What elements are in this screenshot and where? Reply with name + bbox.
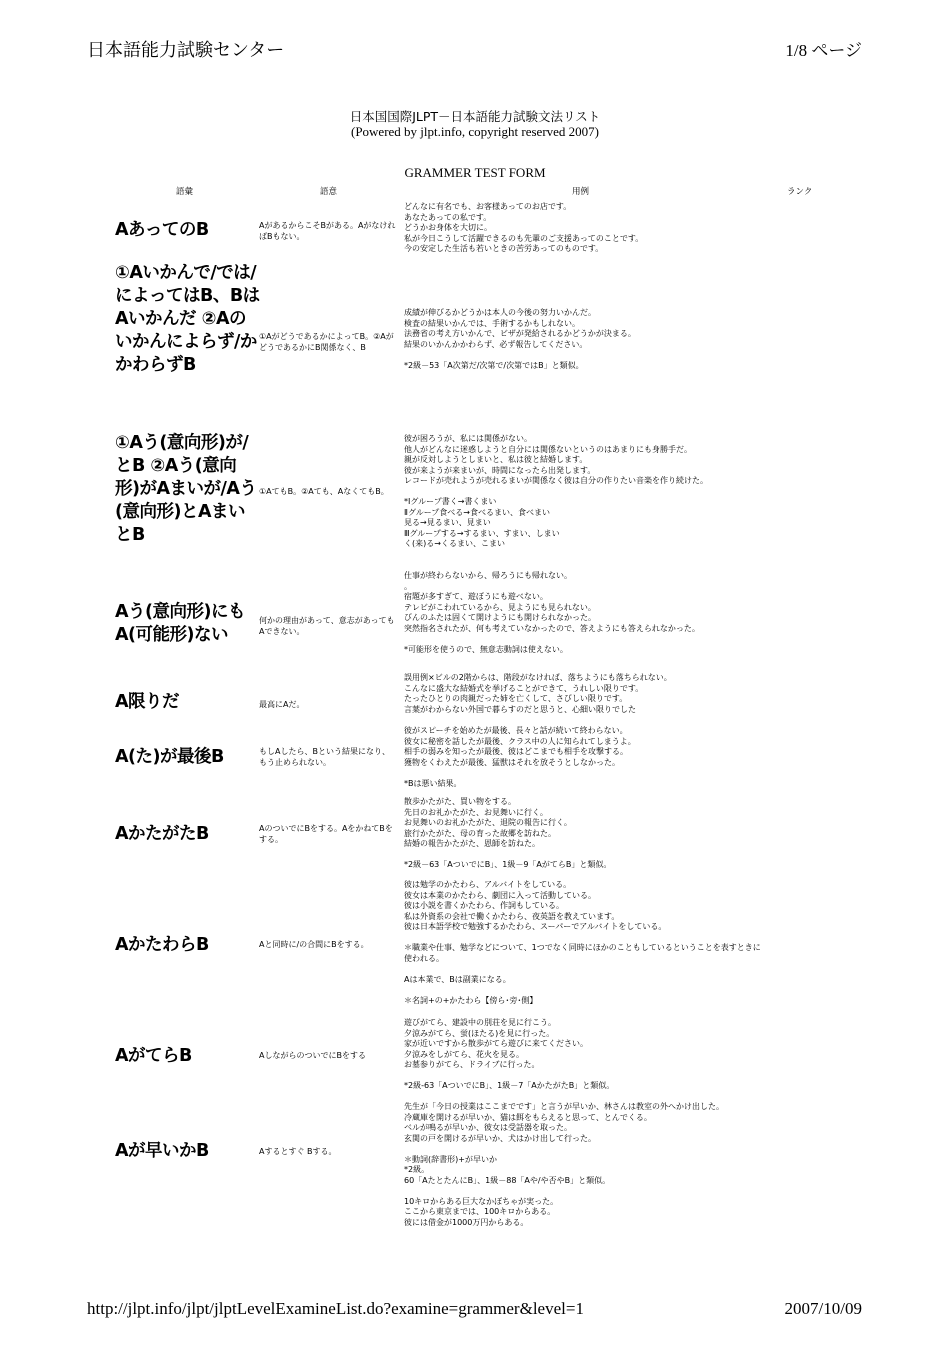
grammar-meaning: 最高にAだ。 (259, 700, 305, 709)
grammar-term: AあってのB (115, 220, 209, 240)
example-line (404, 933, 766, 944)
example-line: 仕事が終わらないから、帰ろうにも帰れない。 (404, 571, 572, 580)
example-line: く(来)る→くるまい、こまい (404, 539, 505, 548)
example-line (404, 350, 766, 361)
example-line: 宿題が多すぎて、遊ぼうにも遊べない。 (404, 592, 548, 601)
grammar-examples (404, 880, 766, 1006)
example-line: 旅行かたがた、母の育った故郷を訪ねた。 (404, 828, 556, 838)
grammar-examples (404, 571, 766, 655)
example-line: ここから東京までは、100キロからある。 (404, 1207, 556, 1216)
column-header-term: 語彙 (176, 187, 194, 197)
grammar-term: ①Aいかんで/では/によってはB、BはAいかんだ ②Aのいかんによらず/かかわらずB (115, 263, 260, 375)
example-line: 玄関の戸を開けるが早いか、犬はかけ出して行った。 (404, 1133, 596, 1143)
grammar-examples (404, 434, 766, 550)
example-line: 彼がスピーチを始めたが最後、長々と話が続いて終わらない。 (404, 726, 628, 735)
example-line: 60「AたとたんにB」、1級－88「Aや/や否やB」と類似。 (404, 1175, 611, 1185)
example-line: 夕涼みをしがてら、花火を見る。 (404, 1049, 524, 1059)
example-line: ベルが鳴るが早いか、彼女は受話器を取った。 (404, 1123, 572, 1132)
example-line: 検査の結果いかんでは、手術するかもしれない。 (404, 318, 580, 328)
example-line: *2級－53「A次第だ/次第で/次第ではB」と類似。 (404, 360, 584, 370)
example-line: Ⅱグループ食べる→食べるまい、食べまい (404, 507, 550, 517)
example-line: 夕涼みがてら、蛍(ほたる)を見に行った。 (404, 1028, 555, 1038)
grammar-examples (404, 1102, 766, 1228)
grammar-examples (404, 797, 766, 871)
grammar-term: AかたがたB (115, 824, 209, 844)
grammar-meaning: もしAしたら、Bという結果になり、もう止められない。 (259, 747, 390, 767)
grammar-meaning: 何かの理由があって、意志があってもAできない。 (259, 616, 395, 636)
grammar-term: Aが早いかB (115, 1141, 209, 1161)
example-line: 相手の弱みを知ったが最後、彼はどこまでも相手を攻撃する。 (404, 747, 628, 756)
example-line: 彼は小説を書くかたわら、作詞もしている。 (404, 901, 564, 910)
page-number: 1/8 ページ (785, 41, 862, 60)
example-line: 彼が困ろうが、私には関係がない。 (404, 434, 532, 443)
example-line: 家が近いですから散歩がてら遊びに来てください。 (404, 1039, 588, 1048)
example-line (404, 768, 766, 779)
grammar-examples (404, 726, 766, 789)
document-title: 日本国国際JLPT－日本語能力試験文法リスト (349, 109, 601, 124)
example-line: 結婚の報告かたがた、恩師を訪ねた。 (404, 839, 540, 848)
example-line: *2級。 (404, 1165, 430, 1174)
example-line: *可能形を使うので、無意志動詞は使えない。 (404, 644, 568, 654)
example-line (404, 1071, 766, 1082)
example-line: あなたあっての私です。 (404, 212, 492, 222)
grammar-meaning: AしながらのついでにBをする (259, 1051, 366, 1060)
example-line: 散歩かたがた、買い物をする。 (404, 797, 516, 806)
example-line: Aは本業で、Bは副業になる。 (404, 974, 511, 984)
example-line: *2級－63「AついでにB」、1級－9「AがてらB」と類似。 (404, 860, 612, 869)
example-line: 他人がどんなに迷惑しようと自分には関係ないというのはあまりにも身勝手だ。 (404, 444, 692, 454)
example-line: 彼には借金が1000万円からある。 (404, 1217, 529, 1227)
example-line: Ⅲグループする→するまい、すまい、しまい (404, 528, 560, 538)
example-line: 彼女は本業のかたわら、劇団に入って活動している。 (404, 890, 596, 900)
example-line: お墓参りがてら、ドライブに行った。 (404, 1060, 540, 1069)
example-line (404, 487, 766, 498)
grammar-meaning: ①AがどうであるかによってB。②AがどうであるかにB関係なく、B (259, 332, 394, 352)
page-url: http://jlpt.info/jlpt/jlptLevelExamineList.do?examine=grammer&level=1 (87, 1299, 584, 1318)
grammar-term: Aう(意向形)にもA(可能形)ない (115, 602, 246, 645)
example-line: 彼女に秘密を話したが最後、クラス中の人に知られてしまうよ。 (404, 736, 636, 746)
grammar-term: AかたわらB (115, 935, 209, 955)
example-line: *2級-63「AついでにB」、1級－7「AかたがたB」と類似。 (404, 1081, 615, 1090)
example-line: どんなに有名でも、お客様あってのお店です。 (404, 202, 572, 211)
grammar-examples (404, 308, 766, 371)
example-line (404, 850, 766, 861)
example-line: 彼は日本語学校で勉強するかたわら、スーパーでアルバイトをしている。 (404, 922, 667, 931)
print-date: 2007/10/09 (784, 1299, 862, 1318)
form-title: GRAMMER TEST FORM (404, 165, 546, 180)
example-line: 彼が来ようが来まいが、時間になったら出発します。 (404, 465, 596, 475)
grammar-meaning: AがあるからこそBがある。AがなければBもない。 (259, 221, 396, 241)
example-line: ＊職業や仕事、勉学などについて、1つでなく同時にほかのこともしているということを表すときに使われる。 (404, 943, 761, 963)
example-line: レコードが売れようが売れるまいが関係なく彼は自分の作りたい音楽を作り続けた。 (404, 476, 708, 485)
column-header-rank: ランク (787, 187, 813, 197)
example-line (404, 1186, 766, 1197)
column-header-examples: 用例 (572, 187, 590, 197)
example-line: ＊動詞(辞書形)+が早いか (404, 1154, 497, 1164)
grammar-term: AがてらB (115, 1046, 192, 1066)
grammar-examples (404, 1018, 766, 1092)
example-line: 成績が伸びるかどうかは本人の今後の努力いかんだ。 (404, 308, 596, 317)
example-line (404, 1144, 766, 1155)
example-line: 突然指名されたが、何も考えていなかったので、答えようにも答えられなかった。 (404, 623, 700, 633)
example-line: ＊名詞+の+かたわら【傍ら･旁･側】 (404, 995, 538, 1005)
example-line: 遊びがてら、建設中の別荘を見に行こう。 (404, 1018, 556, 1027)
example-line: 。 (404, 581, 412, 591)
grammar-meaning: Aするとすぐ Bする。 (259, 1147, 337, 1156)
example-line: 先生が「今日の授業はここまでです」と言うが早いか、林さんは教室の外へかけ出した。 (404, 1102, 724, 1111)
example-line (404, 985, 766, 996)
example-line: 誤用例×ビルの2階からは、階段がなければ、落ちようにも落ちられない。 (404, 673, 672, 682)
example-line (404, 964, 766, 975)
grammar-term: A(た)が最後B (115, 747, 224, 767)
grammar-term: A限りだ (115, 692, 180, 712)
example-line: 先日のお礼かたがた、お見舞いに行く。 (404, 807, 548, 817)
example-line: 冷蔵庫を開けるが早いか、猫は餌をもらえると思って、とんでくる。 (404, 1112, 652, 1122)
grammar-meaning: AのついでにBをする。AをかねてBをする。 (259, 824, 393, 844)
example-line: 私は外資系の会社で働くかたわら、夜英語を教えています。 (404, 911, 620, 921)
site-name: 日本語能力試験センター (87, 40, 285, 61)
example-line: *Bは悪い結果。 (404, 778, 462, 788)
document-subtitle: (Powered by jlpt.info, copyright reserved 2007) (350, 124, 600, 139)
grammar-term: ①Aう(意向形)が/とB ②Aう(意向形)がAまいが/Aう(意向形)とAまいとB (115, 433, 257, 545)
grammar-meaning: Aと同時に/の合間にBをする。 (259, 940, 369, 949)
example-line: 結果のいかんかかわらず、必ず報告してください。 (404, 339, 588, 349)
grammar-examples (404, 202, 766, 255)
grammar-examples (404, 673, 766, 715)
example-line: 獲物をくわえたが最後、猛獣はそれを放そうとしなかった。 (404, 757, 620, 767)
example-line: 見る→見るまい、見まい (404, 518, 491, 527)
example-line: たったひとりの肉親だった姉を亡くして、さびしい限りです。 (404, 694, 628, 703)
example-line: 言葉がわからない外国で暮らすのだと思うと、心細い限りでした (404, 704, 636, 714)
example-line: 今の安定した生活も若いときの苦労あってのものです。 (404, 244, 604, 253)
example-line: 親が反対しようとしまいと、私は彼と結婚します。 (404, 455, 588, 464)
example-line: 法務省の考え方いかんで、ビザが発給されるかどうかが決まる。 (404, 329, 636, 338)
example-line: どうかお身体を大切に。 (404, 223, 492, 232)
example-line: *Ⅰグループ書く→書くまい (404, 497, 497, 506)
example-line (404, 634, 766, 645)
example-line: こんなに盛大な結婚式を挙げることができて、うれしい限りです。 (404, 683, 644, 693)
grammar-meaning: ①AてもB。②Aても、AなくてもB。 (259, 487, 389, 496)
example-line: テレビがこわれているから、見ようにも見られない。 (404, 602, 596, 612)
example-line: びんのふたは固くて開けようにも開けられなかった。 (404, 613, 596, 622)
example-line: 10キロからある巨大なかぼちゃが実った。 (404, 1196, 559, 1206)
example-line: 私が今日こうして活躍できるのも先輩のご支援あってのことです。 (404, 233, 644, 243)
example-line: お見舞いのお礼かたがた、退院の報告に行く。 (404, 818, 572, 827)
example-line: 彼は勉学のかたわら、アルバイトをしている。 (404, 880, 572, 889)
column-header-meaning: 語意 (320, 187, 338, 197)
